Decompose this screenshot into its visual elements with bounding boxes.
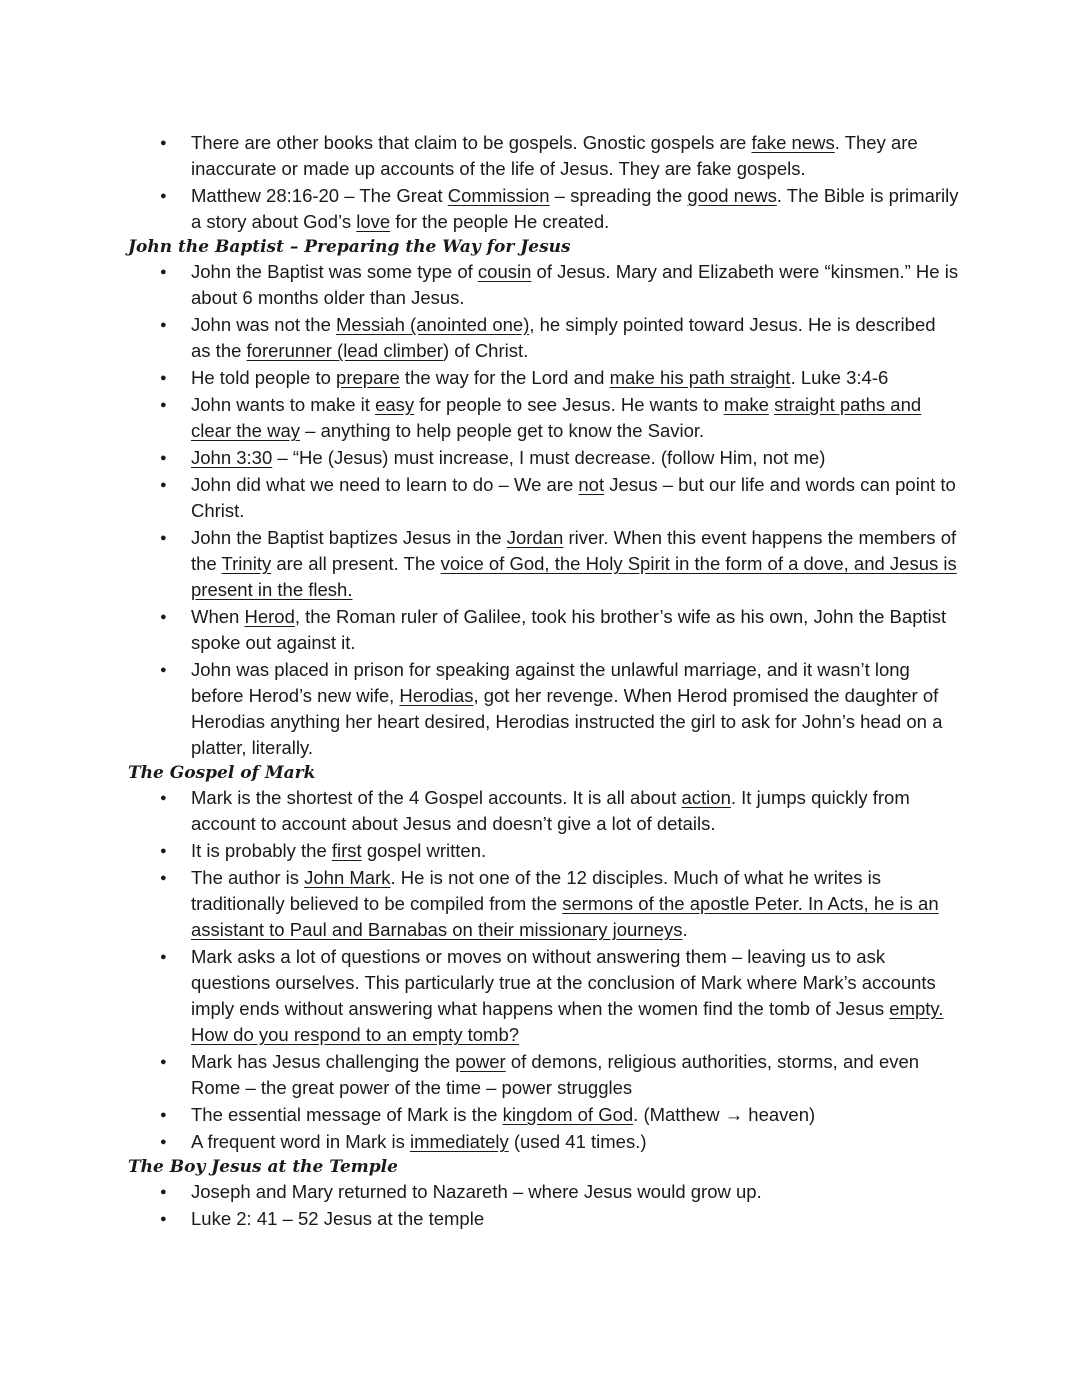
text-run: . They are inaccurate or made up accounts of the life of Jesus. They are fake gospels. xyxy=(191,132,918,179)
text-run: It is probably the xyxy=(191,840,332,861)
bullet-item xyxy=(191,525,959,603)
bullet-item xyxy=(191,445,959,471)
text-run: Jesus – but our life and words can point to Christ. xyxy=(191,474,956,521)
bullet-item xyxy=(191,365,959,391)
underlined-text: not xyxy=(578,474,605,495)
bullet-list xyxy=(0,259,1080,761)
underlined-text: make xyxy=(723,394,769,415)
underlined-text: Herod xyxy=(244,606,295,627)
notes-content xyxy=(0,130,1080,1233)
text-run: – “He (Jesus) must increase, I must decrease. (follow Him, not me) xyxy=(272,447,826,468)
text-run: of Jesus. Mary and Elizabeth were “kinsmen.” He is about 6 months older than Jesus. xyxy=(191,261,959,308)
bullet-item xyxy=(191,183,959,235)
text-run: . (Matthew → heaven) xyxy=(633,1104,816,1125)
text-run: gospel written. xyxy=(361,840,487,861)
bullet-list xyxy=(0,1179,1080,1232)
text-run: When xyxy=(191,606,245,627)
underlined-text: easy xyxy=(375,394,415,415)
bullet-item xyxy=(191,1206,959,1232)
text-run: for people to see Jesus. He wants to xyxy=(414,394,724,415)
bullet-item xyxy=(191,604,959,656)
notes-section xyxy=(0,1156,1080,1232)
underlined-text: John 3:30 xyxy=(191,447,273,468)
bullet-item xyxy=(191,259,959,311)
text-run: A frequent word in Mark is xyxy=(191,1131,411,1152)
bullet-item xyxy=(191,657,959,761)
text-run: He told people to xyxy=(191,367,337,388)
bullet-item xyxy=(191,130,959,182)
underlined-text: straight paths and clear the way xyxy=(191,394,922,441)
text-run: are all present. The xyxy=(271,553,441,574)
underlined-text: love xyxy=(356,211,391,232)
bullet-item xyxy=(191,392,959,444)
text-run: . The Bible is primarily a story about God’s xyxy=(191,185,959,232)
underlined-text: sermons of the apostle Peter. In Acts, he is an assistant to Paul and Barnabas on their missionary journeys xyxy=(191,893,939,940)
underlined-text: forerunner (lead climber xyxy=(246,340,443,361)
underlined-text: action xyxy=(681,787,731,808)
bullet-list xyxy=(0,130,1080,235)
text-run: river. When this event happens the members of the xyxy=(191,527,957,574)
text-run: Joseph and Mary returned to Nazareth – where Jesus would grow up. xyxy=(191,1181,762,1202)
underlined-text: Messiah (anointed one) xyxy=(336,314,530,335)
text-run: John was placed in prison for speaking against the unlawful marriage, and it wasn’t long before Herod’s new wife, xyxy=(191,659,910,706)
bullet-item xyxy=(191,944,959,1048)
text-run: John was not the xyxy=(191,314,337,335)
underlined-text: kingdom of God xyxy=(502,1104,634,1125)
underlined-text: cousin xyxy=(477,261,532,282)
underlined-text: empty. How do you respond to an empty tomb? xyxy=(191,998,944,1045)
text-run: John wants to make it xyxy=(191,394,376,415)
bullet-item xyxy=(191,1129,959,1155)
bullet-item xyxy=(191,785,959,837)
text-run: for the people He created. xyxy=(390,211,610,232)
bullet-item xyxy=(191,838,959,864)
text-run: ) of Christ. xyxy=(442,340,529,361)
text-run: (used 41 times.) xyxy=(508,1131,647,1152)
bullet-item xyxy=(191,1049,959,1101)
notes-section xyxy=(0,762,1080,1155)
underlined-text: good news xyxy=(687,185,777,206)
bullet-item xyxy=(191,865,959,943)
underlined-text: first xyxy=(331,840,362,861)
text-run: , he simply pointed toward Jesus. He is described as the xyxy=(191,314,936,361)
text-run: – spreading the xyxy=(549,185,688,206)
text-run: John did what we need to learn to do – We are xyxy=(191,474,579,495)
text-run: John the Baptist baptizes Jesus in the xyxy=(191,527,507,548)
text-run: of demons, religious authorities, storms, and even Rome – the great power of the time – power struggles xyxy=(191,1051,920,1098)
text-run: The essential message of Mark is the xyxy=(191,1104,503,1125)
text-run: Mark is the shortest of the 4 Gospel accounts. It is all about xyxy=(191,787,682,808)
bullet-list xyxy=(0,785,1080,1155)
bullet-item xyxy=(191,1102,959,1128)
underlined-text: John Mark xyxy=(304,867,391,888)
bullet-item xyxy=(191,472,959,524)
section-heading: The Gospel of Mark xyxy=(128,763,316,783)
underlined-text: Jordan xyxy=(506,527,564,548)
underlined-text: power xyxy=(455,1051,506,1072)
notes-section xyxy=(0,130,1080,235)
text-run: . It jumps quickly from account to account about Jesus and doesn’t give a lot of details. xyxy=(191,787,910,834)
underlined-text: voice of God, the Holy Spirit in the form of a dove, and Jesus is present in the flesh. xyxy=(191,553,957,600)
section-heading: The Boy Jesus at the Temple xyxy=(128,1157,398,1177)
text-run: There are other books that claim to be gospels. Gnostic gospels are xyxy=(191,132,752,153)
underlined-text: immediately xyxy=(410,1131,509,1152)
underlined-text: Trinity xyxy=(221,553,272,574)
section-heading: John the Baptist – Preparing the Way for Jesus xyxy=(128,237,571,257)
text-run: – anything to help people get to know the Savior. xyxy=(300,420,705,441)
underlined-text: prepare xyxy=(336,367,400,388)
underlined-text: fake news xyxy=(751,132,835,153)
underlined-text: Commission xyxy=(447,185,550,206)
text-run: . xyxy=(682,919,688,940)
text-run: Mark has Jesus challenging the xyxy=(191,1051,456,1072)
text-run: Mark asks a lot of questions or moves on without answering them – leaving us to ask questions ourselves. This particularly true at the conclusion of Mark where Mark’s accounts imply ends without answering what happens when the women find the tomb of Jesus xyxy=(191,946,936,1019)
text-run: the way for the Lord and xyxy=(399,367,610,388)
text-run: . Luke 3:4-6 xyxy=(790,367,889,388)
bullet-item xyxy=(191,312,959,364)
text-run: Luke 2: 41 – 52 Jesus at the temple xyxy=(191,1208,485,1229)
text-run: John the Baptist was some type of xyxy=(191,261,478,282)
text-run: , got her revenge. When Herod promised the daughter of Herodias anything her heart desired, Herodias instructed the girl to ask for John’s head on a platter, literally. xyxy=(191,685,943,758)
bullet-item xyxy=(191,1179,959,1205)
text-run: , the Roman ruler of Galilee, took his brother’s wife as his own, John the Baptist spoke out against it. xyxy=(191,606,947,653)
text-run: . He is not one of the 12 disciples. Much of what he writes is traditionally believed to be compiled from the xyxy=(191,867,881,914)
underlined-text: make his path straight xyxy=(609,367,791,388)
underlined-text: Herodias xyxy=(399,685,474,706)
text-run: Matthew 28:16-20 – The Great xyxy=(191,185,448,206)
text-run: The author is xyxy=(191,867,305,888)
notes-section xyxy=(0,236,1080,761)
